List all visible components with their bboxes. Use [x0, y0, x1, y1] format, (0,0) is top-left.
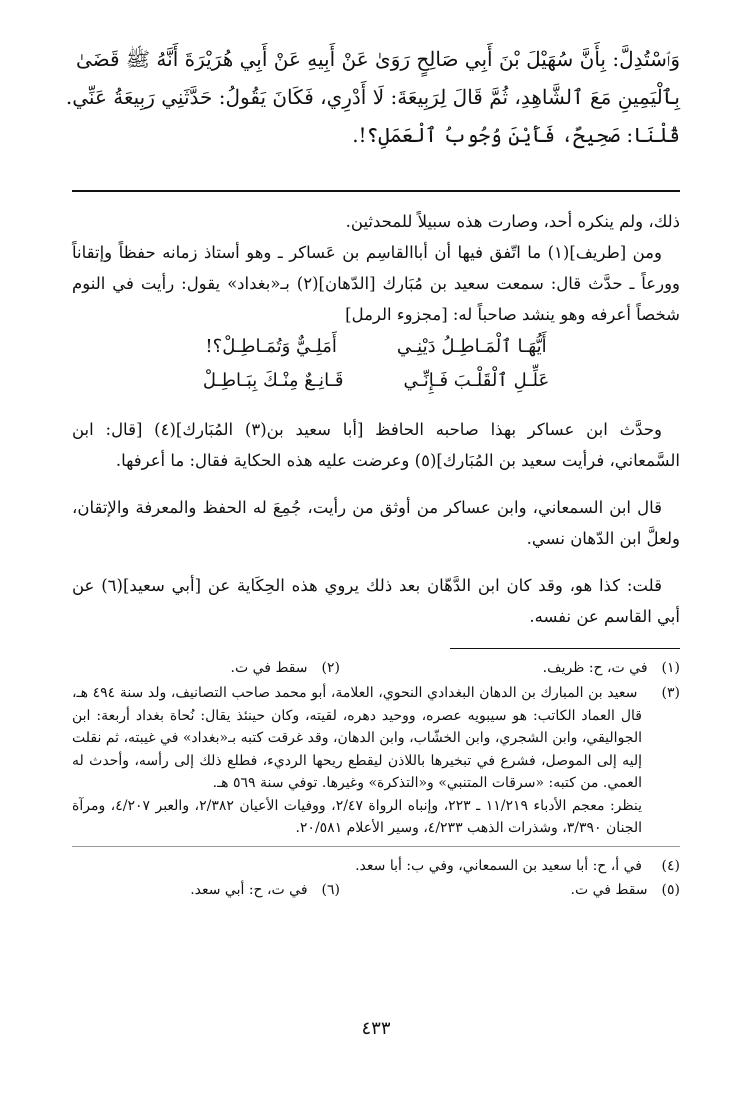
footnote-4: في أ، ح: أبا سعيد بن السمعاني، وفي ب: أبا سعد.: [355, 857, 642, 874]
paragraph-5: قلت: كذا هو، وقد كان ابن الدَّهّان بعد ذلك يروي هذه الحِكَاية عن [أبي سعيد](٦) عن أبي القاسم عن نفسه.: [72, 576, 680, 626]
poem-verse-1: [72, 330, 680, 364]
footnote-4-number: (٤): [661, 857, 680, 874]
main-text-block: [72, 206, 680, 632]
footnote-3-number: (٣): [661, 685, 680, 701]
top-line-2: بِٱلْيَمِينِ مَعَ ٱلشَّاهِدِ، ثُمَّ قَالَ لِرَبِيعَةَ: لَا أَدْرِي، فَكَانَ يَقُولُ: حَدَّثَنِي رَبِيعَةُ عَنِّي.: [65, 85, 680, 109]
top-text-block: [65, 40, 680, 154]
footnote-6: في ت، ح: أبي سعد.: [190, 881, 308, 898]
footnote-2-number: (٢): [321, 660, 340, 676]
footnote-5-number: (٥): [661, 881, 680, 898]
footnote-3: [72, 682, 680, 840]
footnote-5: سقط في ت.: [570, 881, 648, 898]
paragraph-3: وحدَّث ابن عساكر بهذا صاحبه الحافظ [أبا سعيد بن(٣) المُبَارك](٤) [قال: ابن السَّمعاني، فرأيت سعيد بن المُبَارك](٥) وعرضت عليه هذه الحكاية فقال: ما أعرفها.: [72, 420, 680, 470]
top-line-3: قُلْنَا: صَحِيحٌ، فَأَيْنَ وُجُوبُ ٱلْعَمَلِ؟!.: [352, 123, 680, 147]
poem-hemistich-right: عَلِّـلِ ٱلْقَلْـبَ فَـإِنِّـي: [403, 370, 550, 391]
top-line-1: وَٱسْتُدِلَّ: بِأَنَّ سُهَيْلَ بْنَ أَبِي صَالِحٍ رَوَىٰ عَنْ أَبِيهِ عَنْ أَبِي هُرَيْرَةَ أَنَّهُ ﷺ قَضَىٰ: [75, 47, 680, 71]
poem-hemistich-right: أَيُّهَـا ٱلْمَـاطِـلُ دَيْنِـي: [396, 336, 547, 357]
poem-hemistich-left: قَـانِـعٌ مِنْـكَ بِبَـاطِـلْ: [202, 370, 344, 391]
footnote-divider: [450, 648, 680, 649]
footnote-1: في ت، ح: ظريف.: [542, 660, 648, 676]
paragraph-4: قال ابن السمعاني، وابن عساكر من أوثق من رأيت، جُمِعَ له الحفظ والمعرفة والإتقان، ولعلَّ ابن الدّهان نسي.: [72, 498, 680, 548]
paragraph-2: ومن [طريف](١) ما اتّفق فيها أن أباالقاسِم بن عَساكر ـ وهو أستاذ زمانه حفظاً وإتقاناً وورعاً ـ حدَّث قال: سمعت سعيد بن مُبَارك [الدّهان](٢) بـ«بغداد» يقول: رأيت في النوم شخصاً أعرفه وهو ينشد صاحباً له: [مجزوء الرمل]: [72, 243, 681, 324]
footnote-3-text: سعيد بن المبارك بن الدهان البغدادي النحوي، العلامة، أبو محمد صاحب التصانيف، ولد سنة ٤٩٤ هـ، قال العماد الكاتب: هو سيبويه عصره، ووحيد دهره، لقيته، وكان حينئذ يقال: نُحاة بغداد أربعة: ابن الجواليقي، وابن الشجري، وابن الخشّاب، وابن الدهان، وقد غرقت كتبه بـ«بغداد» في غيبته، ثم نقلت إليه إلى الموصل، فشرع في تبخيرها باللاذن ليقطع ريحها الرديء، فطلع ذلك إلى رأسه، وأحدث له العمي. من كتبه: «سرقات المتنبي» و«التذكرة» وغيرها. توفي سنة ٥٦٩ هـ.: [72, 685, 642, 791]
footnote-1-number: (١): [661, 660, 680, 676]
paragraph-1: ذلك، ولم ينكره أحد، وصارت هذه سبيلاً للمحدثين.: [345, 212, 680, 231]
poem-hemistich-left: أَمَلِـيٌّ وَتُمَـاطِـلْ؟!: [205, 336, 337, 357]
top-divider: [72, 190, 680, 192]
footnote-row-1-2: [72, 656, 680, 680]
footnote-row-5-6: [72, 878, 680, 902]
footnote-3-references: ينظر: معجم الأدباء ١١/٢١٩ ـ ٢٢٣، وإنباه الرواة ٢/٤٧، ووفيات الأعيان ٢/٣٨٢، والعبر ٤/٢٠٧، ومرآة الجنان ٣/٣٩٠، وشذرات الذهب ٤/٢٣٣، وسير الأعلام ٢٠/٥٨١.: [72, 797, 642, 836]
footnote-separator: [72, 846, 680, 848]
footnotes-block: [72, 656, 680, 902]
footnote-row-4: [72, 854, 680, 878]
poem: [72, 330, 680, 398]
page-number: ٤٣٣: [361, 1018, 391, 1039]
footnote-6-number: (٦): [321, 881, 340, 898]
poem-verse-2: [72, 364, 680, 398]
footnote-2: سقط في ت.: [230, 660, 308, 676]
